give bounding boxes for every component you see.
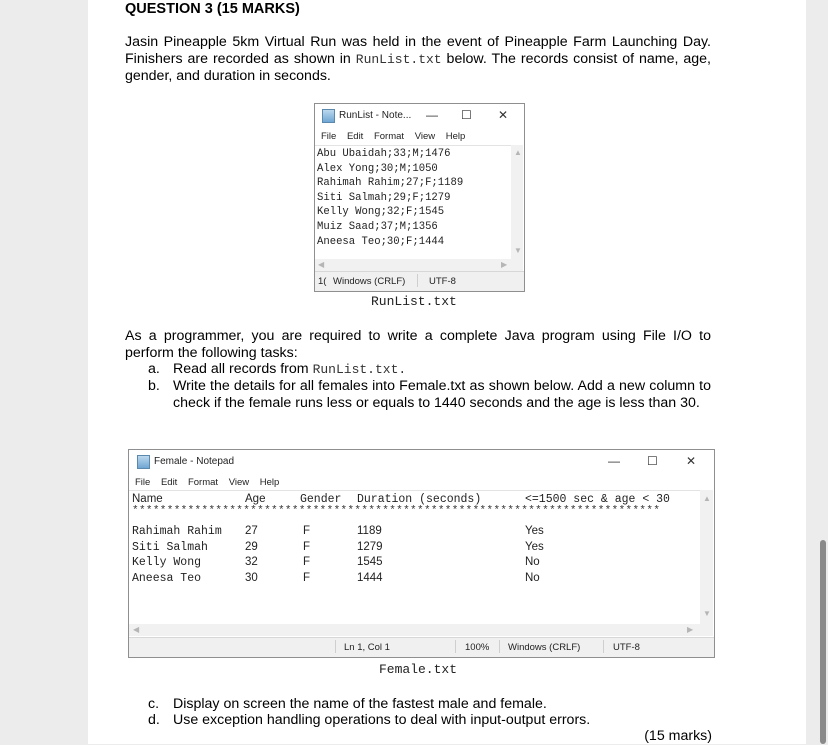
female-text-area[interactable] [129, 490, 700, 625]
table-row [132, 525, 700, 540]
menu-format[interactable]: Format [187, 477, 219, 488]
header-duration: Duration (seconds) [357, 493, 482, 506]
scroll-left-icon[interactable]: ◀ [318, 260, 325, 269]
header-age: Age [245, 493, 266, 505]
close-icon[interactable]: ✕ [498, 108, 509, 122]
task-marker: d. [148, 712, 160, 728]
cell-age: 29 [245, 541, 258, 553]
cell-duration: 1189 [357, 525, 382, 537]
header-gender: Gender [300, 493, 342, 506]
cell-gender: F [303, 525, 311, 537]
task-filename: RunList.txt. [312, 362, 407, 377]
record-line: Rahimah Rahim;27;F;1189 [317, 177, 464, 190]
cell-age: 30 [245, 572, 258, 584]
female-status-bar [129, 637, 714, 657]
task-item-a [148, 361, 711, 378]
menu-help[interactable]: Help [445, 131, 466, 142]
table-row [132, 572, 700, 587]
scroll-up-icon[interactable]: ▲ [514, 148, 522, 157]
page-scrollbar[interactable] [816, 0, 828, 744]
record-line: Siti Salmah;29;F;1279 [317, 191, 451, 204]
scroll-left-icon[interactable]: ◀ [133, 625, 140, 634]
scroll-down-icon[interactable]: ▼ [514, 246, 522, 255]
record-line: Kelly Wong;32;F;1545 [317, 206, 445, 219]
menu-edit[interactable]: Edit [346, 131, 364, 142]
status-divider [603, 640, 604, 653]
runlist-notepad-window [314, 103, 525, 292]
cell-duration: 1279 [357, 541, 383, 553]
page-scrollbar-thumb[interactable] [820, 540, 826, 744]
header-name: Name [132, 493, 163, 505]
status-encoding: UTF-8 [429, 276, 456, 287]
female-vertical-scrollbar[interactable] [700, 490, 713, 624]
task-text: Display on screen the name of the fastest male and female. [173, 696, 547, 712]
record-line: Alex Yong;30;M;1050 [317, 162, 438, 175]
task-item-d [148, 712, 711, 729]
runlist-status-bar [315, 271, 524, 291]
status-divider [455, 640, 456, 653]
task-text: Use exception handling operations to deal with input-output errors. [173, 712, 591, 728]
female-window-title: Female - Notepad [154, 456, 235, 467]
intro-paragraph [125, 34, 711, 85]
female-caption: Female.txt [379, 662, 458, 677]
scroll-up-icon[interactable]: ▲ [703, 494, 711, 503]
cell-check: Yes [525, 525, 544, 537]
cell-name: Aneesa Teo [132, 572, 202, 585]
female-notepad-window [128, 449, 715, 658]
marks-label: (15 marks) [644, 728, 712, 744]
maximize-icon[interactable]: ☐ [647, 454, 658, 468]
status-line-ending: Windows (CRLF) [333, 276, 406, 287]
intro-text-start: Jasin Pineapple 5km Virtual Run was held in the event of Pineapple Farm Launching Day. Finishers are recorded as shown in [125, 34, 711, 67]
cell-age: 32 [245, 556, 258, 568]
cell-check: No [525, 572, 540, 584]
intro-text-end: below. The records consist of name, age, gender, and duration in seconds. [125, 51, 711, 84]
cell-gender: F [303, 572, 311, 584]
task-text [173, 361, 711, 378]
female-titlebar[interactable] [129, 450, 714, 472]
menu-view[interactable]: View [414, 131, 436, 142]
status-line-ending: Windows (CRLF) [508, 642, 581, 653]
task-text: Write the details for all females into Female.txt as shown below. Add a new column to check if the female runs less or equals to 1440 seconds and the age is less than 30. [173, 378, 711, 411]
cell-check: No [525, 556, 540, 568]
runlist-horizontal-scrollbar[interactable] [315, 259, 523, 271]
header-check: <=1500 sec & age < 30 [525, 493, 670, 506]
cell-name: Rahimah Rahim [132, 525, 222, 538]
runlist-vertical-scrollbar[interactable] [511, 145, 523, 259]
task-item-b [148, 378, 711, 412]
cell-age: 27 [245, 525, 258, 537]
female-menu-bar [135, 477, 287, 488]
notepad-app-icon [322, 109, 335, 123]
task-marker: b. [148, 378, 160, 394]
task-marker: c. [148, 696, 160, 712]
menu-help[interactable]: Help [259, 477, 280, 488]
record-line: Muiz Saad;37;M;1356 [317, 220, 438, 233]
menu-file[interactable]: File [135, 477, 151, 488]
table-row [132, 541, 700, 556]
status-divider [417, 274, 418, 287]
table-row [132, 556, 700, 571]
cell-name: Kelly Wong [132, 556, 202, 569]
cell-duration: 1444 [357, 572, 383, 584]
maximize-icon[interactable]: ☐ [461, 108, 472, 122]
intro-filename: RunList.txt [355, 52, 442, 67]
status-zoom: 100% [465, 642, 490, 653]
status-position: Ln 1, Col 1 [344, 642, 390, 653]
scroll-right-icon[interactable]: ▶ [687, 625, 694, 634]
separator-line: **************************************************************************** [132, 505, 661, 517]
menu-format[interactable]: Format [373, 131, 405, 142]
task-marker: a. [148, 361, 160, 377]
runlist-menu-bar [321, 131, 473, 142]
scroll-down-icon[interactable]: ▼ [703, 609, 711, 618]
task-item-c [148, 696, 711, 713]
runlist-titlebar[interactable] [315, 104, 524, 126]
status-encoding: UTF-8 [613, 642, 640, 653]
task-text-start: Read all records from [173, 361, 313, 377]
status-divider [499, 640, 500, 653]
cell-name: Siti Salmah [132, 541, 208, 554]
cell-check: Yes [525, 541, 544, 553]
question-title: QUESTION 3 (15 MARKS) [125, 1, 300, 17]
scroll-right-icon[interactable]: ▶ [501, 260, 508, 269]
status-divider [335, 640, 336, 653]
cell-gender: F [303, 541, 311, 553]
minimize-icon[interactable]: — [608, 454, 620, 468]
runlist-caption: RunList.txt [371, 294, 457, 309]
record-line: Aneesa Teo;30;F;1444 [317, 235, 445, 248]
runlist-text-area[interactable] [315, 145, 513, 260]
menu-view[interactable]: View [228, 477, 250, 488]
runlist-window-title: RunList - Note... [339, 110, 412, 121]
record-line: Abu Ubaidah;33;M;1476 [317, 148, 451, 160]
cell-duration: 1545 [357, 556, 383, 568]
menu-file[interactable]: File [321, 131, 337, 142]
cell-gender: F [303, 556, 311, 568]
minimize-icon[interactable]: — [426, 108, 438, 122]
notepad-app-icon [137, 455, 150, 469]
female-horizontal-scrollbar[interactable] [129, 624, 713, 636]
close-icon[interactable]: ✕ [686, 454, 697, 468]
menu-edit[interactable]: Edit [160, 477, 178, 488]
status-position: 1( [318, 276, 327, 287]
task-intro-paragraph: As a programmer, you are required to write a complete Java program using File I/O to perform the following tasks: [125, 328, 711, 361]
